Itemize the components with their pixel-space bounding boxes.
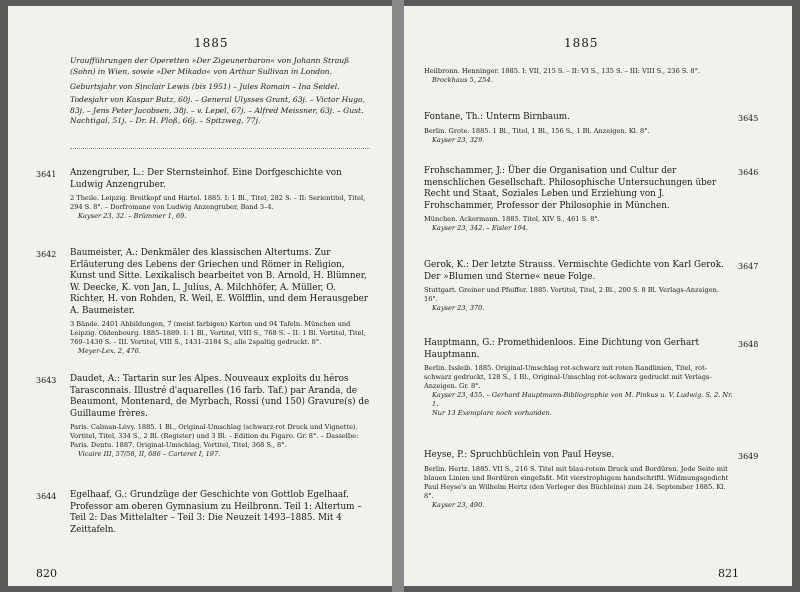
entry-note: Nur 13 Exemplare noch vorhanden. (432, 409, 552, 417)
entry-meta: Heilbronn. Henninger. 1885. I: VII, 215 S. – II: VI S., 135 S. – III: VIII S., 236 S. 8°. (424, 67, 700, 75)
entry-number: 3644 (36, 492, 57, 501)
event-births: Geburtsjahr von Sinclair Lewis (bis 1951) – Jules Romain – Ina Seidel. (70, 82, 340, 91)
entry-continuation (424, 64, 734, 85)
entry-number: 3647 (738, 262, 759, 271)
entry-meta: München. Ackermann. 1885. Titel, XIV S., 461 S. 8°. (424, 215, 600, 223)
entry-meta: Berlin. Grote. 1885. 1 Bl., Titel, 1 Bl., 156 S., 1 Bl. Anzeigen. Kl. 8°. (424, 126, 650, 135)
entry-3645 (424, 112, 734, 145)
page-year: 1885 (564, 36, 599, 50)
entry-reference: Kayser 23, 455. – Gerhard Hauptmann-Bibliographie von M. Pinkus u. V. Ludwig. S. 2. Nr. 1. (432, 391, 733, 408)
entry-reference: Kayser 23, 329. (432, 135, 485, 144)
entry-number: 3648 (738, 340, 759, 349)
book-gutter (392, 0, 404, 592)
entry-title: Gerok, K.: Der letzte Strauss. Vermischte Gedichte von Karl Gerok. Der »Blumen und Sterne« neue Folge. (424, 260, 724, 282)
entry-number: 3649 (738, 452, 759, 461)
event-operettas: Uraufführungen der Operetten »Der Zigeunerbaron« von Johann Strauß (Sohn) in Wien, sowie »Der Mikado« von Arthur Sullivan in London. (70, 56, 350, 76)
entry-reference: Kayser 23, 342. – Eisler 194. (432, 224, 529, 232)
page-number: 821 (718, 567, 739, 580)
entry-meta: 3 Bände. 2401 Abbildungen, 7 (meist farbigen) Karten und 94 Tafeln. München und Leipzig. Oldenbourg. 1885–1889. I: 1 Bl., Vortitel, VIII S., 768 S. – II: 1 Bl. Vortitel, Titel, 769–1430 S. – III. Vortitel, VIII S., 1431–2184 S., alle 2spaltig gedruckt. 8°. (70, 320, 366, 346)
entry-number: 3641 (36, 170, 57, 179)
event-deaths: Todesjahr von Kaspar Butz, 60j. – General Ulysses Grant, 63j. – Victor Hugo, 83j. – Jens Peter Jacobsen, 38j. – v. Lepel, 67j. – Alfred Meissner, 63j. – Gust. Nachtigal, 51j. – Dr. H. Ploß, 66j. – Spitzweg, 77j. (70, 95, 365, 125)
entry-3642 (70, 248, 370, 356)
entry-3641 (70, 168, 370, 221)
entry-meta: Berlin. Hertz. 1885. VII S., 216 S. Titel mit blau-rotem Druck und Bordüren. Jede Seite mit blauen Linien und Bordüren eingefaßt. Mit vierstrophigem handschriftl. Widmungsgedicht Paul Heyse's an Wilhelm Hertz (den Verleger des Büchleins) zum 24. September 1885. Kl. 8°. (424, 464, 729, 500)
entry-3646 (424, 166, 734, 233)
entry-3647 (424, 260, 734, 313)
entry-title: Fontane, Th.: Unterm Birnbaum. (424, 112, 570, 122)
entry-number: 3646 (738, 168, 759, 177)
entry-meta: Berlin. Issleib. 1885. Original-Umschlag rot-schwarz mit roten Randlinien, Titel, rot-schwarz gedruckt, 128 S., 1 Bl., Original-Umschlag rot-schwarz gedruckt mit Verlags-Anzeigen. Gr. 8°. (424, 364, 712, 390)
page-year: 1885 (194, 36, 229, 50)
entry-title: Daudet, A.: Tartarin sur les Alpes. Nouveaux exploits du héros Tarasconnais. Illustré d'aquarelles (16 farb. Taf.) par Aranda, de Beaumont, Montenard, de Myrbach, Rossi (und 150) Gravure(s) de Guillaume frères. (70, 374, 370, 419)
entry-meta: Paris. Calman-Lévy. 1885. 1 Bl., Original-Umschlag (schwarz-rot Druck und Vignette). Vortitel, Titel, 334 S., 2 Bl. (Register) und 3 Bl. – Edition du Figaro. Gr. 8°. – Dasselbe: Paris. Dentu. 1887. Original-Umschlag, Vortitel, Titel, 368 S., 8°. (70, 423, 359, 449)
entry-3644 (70, 490, 370, 536)
entry-number: 3643 (36, 376, 57, 385)
page-number: 820 (36, 567, 57, 580)
entry-3643 (70, 374, 370, 459)
entry-reference: Kayser 23, 32. – Brümmer 1, 69. (78, 212, 187, 220)
entry-title: Hauptmann, G.: Promethidenloos. Eine Dichtung von Gerhart Hauptmann. (424, 338, 699, 360)
entry-reference: Meyer-Lex. 2, 476. (78, 347, 141, 355)
entry-meta: 2 Theile. Leipzig. Breitkopf und Härtel. 1885. I: 1 Bl., Titel, 282 S. – II: Serientitel, Titel, 294 S. 8°. – Dorfromane von Ludwig Anzengruber, Band 3–4. (70, 194, 366, 211)
entry-reference: Kayser 23, 490. (432, 500, 485, 509)
entry-3648 (424, 338, 734, 418)
entry-title: Frohschammer, J.: Über die Organisation und Cultur der menschlichen Gesellschaft. Philosophische Untersuchungen über Recht und Staat, Soziales Leben und Erziehung von J. Frohschammer, Professor der Philosophie in München. (424, 166, 717, 211)
right-page (404, 6, 792, 586)
entry-number: 3642 (36, 250, 57, 259)
separator-rule (70, 148, 370, 149)
entry-reference: Vicaire III, 57/58, II, 686 – Carteret I, 197. (78, 450, 221, 458)
entry-meta: Stuttgart. Greiner und Pfeiffer. 1885. Vortitel, Titel, 2 Bl., 200 S. 8 Bl. Verlags-Anzeigen. 16°. (424, 286, 719, 303)
entry-reference: Brockhaus 5, 254. (432, 76, 493, 84)
entry-title: Baumeister, A.: Denkmäler des klassischen Altertums. Zur Erläuterung des Lebens der Griechen und Römer in Religion, Kunst und Sitte. Lexikalisch bearbeitet von B. Arnold, H. Blümner, W. Deecke, K. von Jan, L. Julius, A. Milchhöfer, A. Müller, O. Richter, H. von Rohden, R. Weil, E. Wölfflin, und dem Herausgeber A. Baumeister. (70, 248, 369, 316)
entry-title: Heyse, P.: Spruchbüchlein von Paul Heyse. (424, 450, 615, 460)
entry-number: 3645 (738, 114, 759, 123)
entry-3649 (424, 450, 734, 510)
entry-title: Egelhaaf, G.: Grundzüge der Geschichte von Gottlob Egelhaaf. Professor am oberen Gymnasium zu Heilbronn. Teil 1: Altertum – Teil 2: Das Mittelalter – Teil 3: Die Neuzeit 1493–1885. Mit 4 Zeittafeln. (70, 490, 362, 535)
left-page (8, 6, 392, 586)
entry-title: Anzengruber, L.: Der Sternsteinhof. Eine Dorfgeschichte von Ludwig Anzengruber. (70, 168, 342, 190)
entry-reference: Kayser 23, 370. (432, 304, 485, 312)
